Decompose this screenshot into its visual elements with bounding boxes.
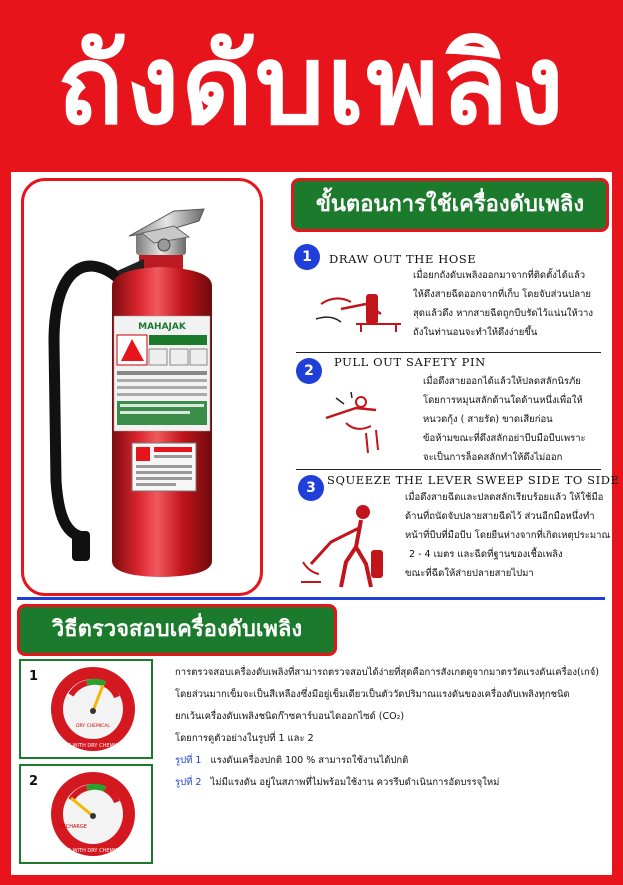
step-3-description [405, 488, 610, 583]
figure-1-note [175, 750, 605, 772]
step-2-title: PULL OUT SAFETY PIN [334, 355, 486, 369]
inspection-paragraph-line: การตรวจสอบเครื่องดับเพลิงที่สามารถตรวจสอบได้ง่ายที่สุดคือการสังเกตดูจากมาตรวัดแรงดันเครื่อง(เกจ์) [175, 667, 599, 678]
pressure-gauge-empty-icon [49, 770, 137, 858]
step-2-description [423, 372, 586, 467]
section-divider [17, 597, 605, 600]
gauge-figure-1 [19, 659, 153, 759]
step-3-line: เมื่อดึงสายฉีดและปลดสลักเรียบร้อยแล้ว ให้ใช้มือ [405, 492, 604, 503]
step-3-number-badge: 3 [298, 475, 324, 501]
figure-2-note [175, 772, 605, 794]
gauge-1-label: 1 [29, 669, 39, 684]
figure-2-label: รูปที่ 2 [175, 777, 202, 788]
fire-extinguisher-illustration [24, 181, 260, 593]
step-1-title: DRAW OUT THE HOSE [329, 252, 477, 266]
step-1-description [413, 266, 593, 342]
step-2-line: จะเป็นการล็อคสลักทำให้ดึงไม่ออก [423, 452, 563, 463]
step-2-pull-pin-illustration [316, 388, 406, 456]
step-1-pull-hose-illustration [311, 274, 411, 336]
inspection-heading: วิธีตรวจสอบเครื่องดับเพลิง [17, 604, 337, 656]
inspection-paragraph-line: โดยการดูตัวอย่างในรูปที่ 1 และ 2 [175, 733, 314, 744]
step-2-line: หนวดกุ้ง ( สายรัด) ขาดเสียก่อน [423, 414, 553, 425]
inspection-description [175, 662, 605, 794]
step-2-line: ข้อห้ามขณะที่ดึงสลักอย่าบีบมือบีบเพราะ [423, 433, 586, 444]
step-3-line: ด้านที่ถนัดจับปลายสายฉีดไว้ ส่วนอีกมือหนึ่งทำ [405, 511, 595, 522]
page-title: ถังดับเพลิง [57, 21, 566, 149]
step-1-line: ให้ดึงสายฉีดออกจากที่เก็บ โดยจับส่วนปลาย [413, 289, 591, 300]
step-2-line: โดยการหมุนสลักด้านใดด้านหนึ่งเพื่อให้ [423, 395, 583, 406]
step-divider [296, 352, 601, 353]
step-2-number-badge: 2 [296, 358, 322, 384]
figure-1-label: รูปที่ 1 [175, 755, 202, 766]
gauge-2-label: 2 [29, 774, 39, 789]
gauge-figure-2 [19, 764, 153, 864]
step-1-line: เมื่อยกถังดับเพลิงออกมาจากที่ติดตั้งได้แล้ว [413, 270, 586, 281]
step-3-title: SQUEEZE THE LEVER SWEEP SIDE TO SIDE [327, 473, 620, 487]
step-1-line: สุดแล้วดึง หากสายฉีดถูกบีบรัดไว้แน่นให้วาง [413, 308, 594, 319]
step-divider [296, 469, 601, 470]
figure-2-text: ไม่มีแรงดัน อยู่ในสภาพที่ไม่พร้อมใช้งาน ควรรีบดำเนินการอัดบรรจุใหม่ [210, 777, 500, 788]
usage-steps-heading: ขั้นตอนการใช้เครื่องดับเพลิง [291, 178, 609, 232]
step-1-line: ถังในท่านอนจะทำให้ดึงง่ายขึ้น [413, 327, 538, 338]
gauge-2-recharge-label: RECHARGE [59, 824, 87, 830]
content-panel [11, 172, 620, 875]
extinguisher-brand-label: MAHAJAK [138, 322, 186, 332]
step-2-line: เมื่อดึงสายออกได้แล้วให้ปลดสลักนิรภัย [423, 376, 581, 387]
gauge-2-caption: USE WITH DRY CHEMICAL [61, 848, 125, 854]
figure-1-text: แรงดันเครื่องปกติ 100 % สามารถใช้งานได้ปกติ [210, 755, 409, 766]
step-3-line: ขณะที่ฉีดให้ส่ายปลายสายไปมา [405, 568, 534, 579]
pressure-gauge-normal-icon [49, 665, 137, 753]
step-3-sweep-illustration [301, 502, 401, 590]
gauge-1-caption: USE WITH DRY CHEMICAL [61, 743, 125, 749]
extinguisher-photo-frame [21, 178, 263, 596]
step-3-line: หน้าที่บีบที่มือบีบ โดยยืนห่างจากที่เกิดเหตุประมาณ [405, 530, 611, 541]
gauge-1-type: DRY CHEMICAL [76, 724, 110, 729]
step-1-number-badge: 1 [294, 244, 320, 270]
inspection-paragraph-line: ยกเว้นเครื่องดับเพลิงชนิดก๊าซคาร์บอนไดออกไซด์ (CO₂) [175, 711, 405, 722]
step-3-line: 2 - 4 เมตร และฉีดที่ฐานของเชื้อเพลิง [409, 549, 563, 560]
inspection-paragraph-line: โดยส่วนมากเข็มจะเป็นสีเหลืองซึ่งมีอยู่เข็มเดียวเป็นตัววัดปริมาณแรงดันของเครื่องดับเพลิงทุกชนิด [175, 689, 570, 700]
